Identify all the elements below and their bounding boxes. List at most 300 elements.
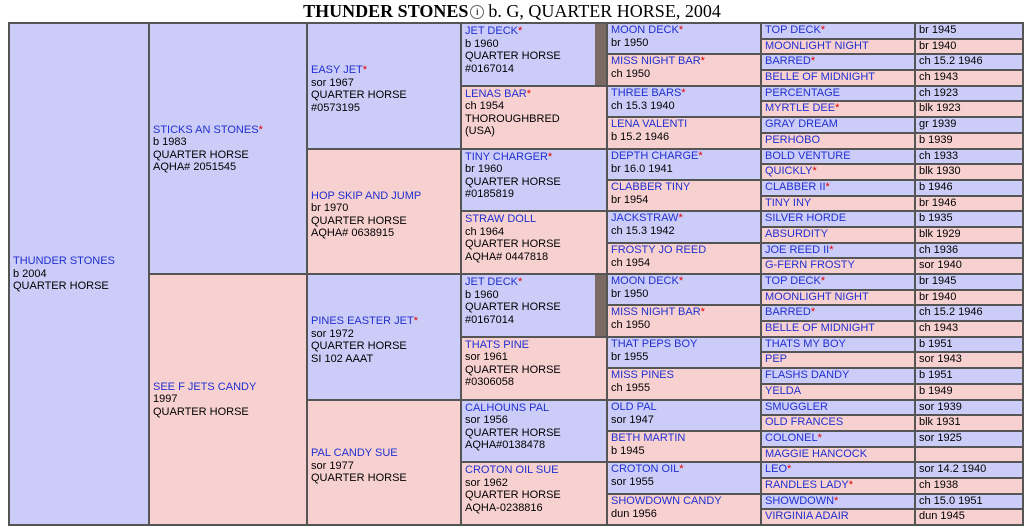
gen6-name-cell [761,23,915,39]
gen6-name-cell [761,384,915,400]
ancestor-detail: sor 1962 [465,476,508,489]
ancestor-detail: QUARTER HORSE [465,175,561,188]
ancestor-detail: ch 1933 [919,149,959,162]
ancestor-detail: b 1939 [919,133,953,146]
ancestor-detail: blk 1930 [919,165,961,178]
ancestor-name[interactable]: PERCENTAGE [765,86,840,99]
ancestor-detail: ch 1923 [919,86,959,99]
ancestor-text [611,212,757,238]
ancestor-name-line [465,213,603,226]
reference-star: * [835,102,840,115]
ancestor-name-line [611,432,757,445]
ancestor-cell [607,180,761,211]
ancestor-name[interactable]: MOON DECK [611,24,679,36]
ancestor-name-line [611,212,757,225]
ancestor-text [611,275,757,301]
ancestor-text [465,151,603,201]
ancestor-name[interactable]: GRAY DREAM [765,118,838,131]
ancestor-detail: br 1945 [919,24,957,36]
reference-star: * [413,315,418,328]
ancestor-name[interactable]: COLONEL [765,431,818,444]
ancestor-cell [461,337,607,400]
ancestor-text [611,306,757,332]
ancestor-name[interactable]: FLASHS DANDY [765,369,850,382]
ancestor-text [611,369,757,395]
ancestor-name[interactable]: SMUGGLER [765,400,828,413]
gen6-info-cell [915,196,1023,212]
ancestor-cell [149,23,307,274]
ancestor-cell [461,23,607,86]
ancestor-text [465,402,603,452]
ancestor-name[interactable]: BELLE OF MIDNIGHT [765,322,876,335]
ancestor-name[interactable]: MYRTLE DEE [765,102,836,115]
gen6-info-cell [915,243,1023,259]
gen6-info-cell [915,337,1023,353]
ancestor-detail: sor 1956 [465,414,508,426]
ancestor-detail: b 1946 [919,180,953,193]
reference-star: * [698,149,703,162]
reference-star: * [829,243,834,256]
ancestor-detail: #0185819 [465,188,514,200]
ancestor-cell [607,54,761,85]
ancestor-name[interactable]: LENAS BAR [465,87,527,100]
ancestor-detail: br 1940 [919,39,957,52]
gen6-name-cell [761,70,915,86]
gen6-info-cell [915,447,1023,463]
ancestor-name[interactable]: SHOWDOWN CANDY [611,494,722,507]
ancestor-name-line [153,381,303,394]
ancestor-name[interactable]: BELLE OF MIDNIGHT [765,71,876,84]
reference-star: * [812,165,817,178]
ancestor-detail: gr 1939 [919,118,957,131]
ancestor-name[interactable]: OLD PAL [611,400,657,413]
ancestor-detail: br 1945 [919,275,957,287]
ancestor-detail: QUARTER HORSE [153,405,249,418]
ancestor-name[interactable]: JOE REED II [765,243,830,256]
ancestor-detail: sor 1961 [465,351,508,364]
gen6-name-cell [761,305,915,321]
ancestor-name[interactable]: MISS NIGHT BAR [611,55,701,68]
ancestor-detail: ch 15.0 1951 [919,494,983,507]
reference-star: * [700,55,705,68]
ancestor-name[interactable]: MISS NIGHT BAR [611,306,701,319]
ancestor-cell [461,211,607,274]
ancestor-name-line [311,447,457,460]
ancestor-name-line [153,124,303,137]
subject-horse-detail: b 2004 [13,267,47,280]
gen6-name-cell [761,415,915,431]
ancestor-name[interactable]: SHOWDOWN [765,494,835,507]
ancestor-detail: sor 1977 [311,459,354,472]
ancestor-name-line [611,24,757,37]
ancestor-name[interactable]: STRAW DOLL [465,213,537,226]
ancestor-name-line [465,402,603,415]
ancestor-cell [461,462,607,525]
ancestor-cell [149,274,307,525]
gen6-info-cell [915,352,1023,368]
ancestor-name[interactable]: THAT PEPS BOY [611,337,698,350]
ancestor-cell [307,149,461,275]
ancestor-name[interactable]: BARRED [765,55,811,68]
reference-star: * [834,494,839,507]
gen6-name-cell [761,462,915,478]
gen6-name-cell [761,290,915,306]
ancestor-detail: sor 1967 [311,76,354,89]
ancestor-detail: b 1949 [919,384,953,397]
ancestor-detail: (USA) [465,125,495,138]
reference-star: * [679,463,684,476]
gen6-name-cell [761,101,915,117]
ancestor-name[interactable]: BARRED [765,306,811,319]
ancestor-name[interactable]: QUICKLY [765,165,813,178]
gen6-name-cell [761,337,915,353]
gen6-name-cell [761,180,915,196]
ancestor-name-line [311,315,457,328]
inbreeding-marker [595,275,606,336]
ancestor-name-line [465,339,603,352]
ancestor-name[interactable]: EASY JET [311,64,363,77]
ancestor-detail: sor 1955 [611,476,654,489]
ancestor-name[interactable]: MOON DECK [611,275,679,287]
pedigree-chart [8,22,1024,526]
ancestor-detail: ch 15.3 1942 [611,225,675,238]
ancestor-name[interactable]: MISS PINES [611,369,674,382]
ancestor-detail: #0167014 [465,313,514,326]
ancestor-cell [607,149,761,180]
ancestor-detail: AQHA# 2051545 [153,161,237,173]
ancestor-name[interactable]: SEE F JETS CANDY [153,380,257,393]
ancestor-name[interactable]: JACKSTRAW [611,212,679,225]
ancestor-cell [607,368,761,399]
reference-star: * [517,25,523,37]
ancestor-name-line [611,306,757,319]
ancestor-cell [607,117,761,148]
page-title [0,0,1024,22]
ancestor-detail: ch 1964 [465,225,505,238]
ancestor-detail: sor 1940 [919,259,962,272]
ancestor-text [153,381,303,419]
ancestor-cell [607,23,761,54]
ancestor-detail: ch 1950 [611,319,651,332]
ancestor-text [611,55,757,81]
ancestor-text [311,64,457,114]
ancestor-name[interactable]: RANDLES LADY [765,478,849,491]
ancestor-name[interactable]: FROSTY JO REED [611,243,707,256]
ancestor-detail: br 1950 [611,37,649,49]
ancestor-name-line [465,25,603,38]
gen6-name-cell [761,478,915,494]
ancestor-name[interactable]: ABSURDITY [765,227,828,240]
reference-star: * [787,463,792,476]
ancestor-name-line [465,151,603,164]
ancestor-detail: 1997 [153,393,178,406]
ancestor-detail: ch 1954 [611,256,651,269]
ancestor-detail: QUARTER HORSE [311,89,407,102]
gen6-info-cell [915,23,1023,39]
ancestor-name[interactable]: BOLD VENTURE [765,149,851,162]
gen6-info-cell [915,415,1023,431]
ancestor-detail: b 15.2 1946 [611,131,670,144]
ancestor-name[interactable]: PINES EASTER JET [311,315,414,328]
gen6-name-cell [761,368,915,384]
gen6-info-cell [915,494,1023,510]
gen6-info-cell [915,258,1023,274]
gen6-name-cell [761,149,915,165]
gen6-info-cell [915,321,1023,337]
subject-horse-name-line [13,255,145,268]
ancestor-detail: b 1951 [919,337,953,350]
ancestor-detail: sor 14.2 1940 [919,463,987,476]
ancestor-name[interactable]: OLD FRANCES [765,416,844,429]
ancestor-name-line [611,181,757,194]
ancestor-text [13,255,145,293]
gen6-info-cell [915,133,1023,149]
ancestor-name-line [611,401,757,414]
ancestor-cell [307,23,461,149]
ancestor-name[interactable]: CLABBER TINY [611,180,691,193]
reference-star: * [810,55,816,68]
ancestor-text [153,124,303,174]
gen6-info-cell [915,478,1023,494]
ancestor-cell [461,400,607,463]
ancestor-detail: QUARTER HORSE [465,50,561,62]
gen6-name-cell [761,243,915,259]
ancestor-name[interactable]: DEPTH CHARGE [611,149,699,162]
ancestor-name[interactable]: BETH MARTIN [611,431,686,444]
gen6-info-cell [915,368,1023,384]
ancestor-detail: blk 1923 [919,102,961,115]
ancestor-text [311,315,457,365]
gen6-name-cell [761,211,915,227]
gen6-name-cell [761,352,915,368]
ancestor-name-line [465,464,603,477]
reference-star: * [517,276,523,288]
ancestor-text [465,276,603,326]
reference-star: * [700,306,705,319]
ancestor-cell [307,274,461,400]
ancestor-detail: b 1983 [153,136,187,148]
ancestor-name[interactable]: YELDA [765,384,802,397]
reference-star: * [526,87,532,100]
gen6-info-cell [915,274,1023,290]
gen6-name-cell [761,509,915,525]
ancestor-cell [461,149,607,212]
ancestor-detail: QUARTER HORSE [465,489,561,502]
ancestor-cell [607,211,761,242]
ancestor-name[interactable]: LEO [765,463,788,476]
gen6-info-cell [915,54,1023,70]
reference-star: * [848,478,854,491]
gen6-info-cell [915,431,1023,447]
ancestor-name[interactable]: VIRGINIA ADAIR [765,510,849,523]
ancestor-text [465,213,603,263]
ancestor-name[interactable]: CROTON OIL [611,463,680,476]
ancestor-detail: b 1960 [465,288,499,301]
ancestor-cell [607,86,761,117]
ancestor-name[interactable]: HOP SKIP AND JUMP [311,189,422,202]
gen6-info-cell [915,86,1023,102]
ancestor-cell [607,243,761,274]
reference-star: * [678,24,684,36]
gen6-info-cell [915,180,1023,196]
ancestor-detail: QUARTER HORSE [465,363,561,376]
reference-star: * [547,150,553,163]
inbreeding-marker [595,24,606,85]
ancestor-text [611,24,757,50]
reference-star: * [362,64,368,77]
gen6-info-cell [915,211,1023,227]
reference-star: * [820,24,826,36]
ancestor-name[interactable]: SILVER HORDE [765,212,847,225]
ancestor-name[interactable]: TINY CHARGER [465,150,548,163]
ancestor-name[interactable]: JET DECK [465,25,518,37]
ancestor-detail: br 1970 [311,202,349,215]
ancestor-name[interactable]: MOONLIGHT NIGHT [765,290,869,303]
gen6-name-cell [761,117,915,133]
ancestor-detail: AQHA#0138478 [465,439,546,451]
ancestor-detail: #0167014 [465,62,514,75]
ancestor-name-line [611,118,757,131]
gen6-name-cell [761,54,915,70]
ancestor-name[interactable]: LENA VALENTI [611,118,688,131]
ancestor-name-line [311,190,457,203]
ancestor-detail: #0306058 [465,376,514,389]
ancestor-detail: THOROUGHBRED [465,112,560,125]
ancestor-detail: b 1960 [465,37,499,50]
ancestor-name-line [611,275,757,288]
ancestor-text [611,244,757,270]
gen6-info-cell [915,509,1023,525]
ancestor-name[interactable]: JET DECK [465,276,518,288]
ancestor-cell [607,337,761,368]
gen6-name-cell [761,258,915,274]
ancestor-text [611,181,757,207]
ancestor-name[interactable]: CALHOUNS PAL [465,401,550,414]
ancestor-name-line [611,338,757,351]
ancestor-detail: QUARTER HORSE [465,426,561,439]
ancestor-detail: ch 1943 [919,71,959,84]
gen6-info-cell [915,384,1023,400]
ancestor-detail: ch 1950 [611,68,651,81]
ancestor-cell [461,274,607,337]
ancestor-detail: ch 1954 [465,100,505,113]
gen6-name-cell [761,39,915,55]
ancestor-name[interactable]: TOP DECK [765,24,821,36]
ancestor-name-line [611,87,757,100]
ancestor-detail: AQHA# 0447818 [465,250,549,263]
ancestor-detail: QUARTER HORSE [311,472,407,484]
ancestor-detail: QUARTER HORSE [465,238,561,251]
gen6-name-cell [761,400,915,416]
ancestor-name[interactable]: MOONLIGHT NIGHT [765,39,869,52]
reference-star: * [825,180,830,193]
ancestor-text [465,88,603,138]
gen6-name-cell [761,321,915,337]
ancestor-name[interactable]: THREE BARS [611,86,682,99]
ancestor-detail: ch 15.2 1946 [919,306,983,319]
ancestor-name-line [611,150,757,163]
horse-title-name: THUNDER STONES [303,1,469,21]
ancestor-name[interactable]: CROTON OIL SUE [465,464,559,477]
gen6-info-cell [915,117,1023,133]
gen6-info-cell [915,305,1023,321]
ancestor-name[interactable]: TINY INY [765,196,812,209]
gen6-name-cell [761,447,915,463]
ancestor-detail: dun 1945 [919,510,965,523]
gen6-name-cell [761,196,915,212]
ancestor-name-line [611,55,757,68]
ancestor-text [465,339,603,389]
gen6-info-cell [915,39,1023,55]
ancestor-name[interactable]: STICKS AN STONES [153,123,259,136]
ancestor-detail: QUARTER HORSE [153,148,249,161]
ancestor-detail: b 1951 [919,369,953,382]
ancestor-detail: dun 1956 [611,507,657,520]
ancestor-cell [607,274,761,305]
ancestor-name[interactable]: PERHOBO [765,133,821,146]
gen6-info-cell [915,290,1023,306]
ancestor-detail: QUARTER HORSE [465,301,561,313]
ancestor-name[interactable]: CLABBER II [765,180,826,193]
ancestor-name[interactable]: PAL CANDY SUE [311,447,398,459]
gen6-info-cell [915,101,1023,117]
ancestor-name[interactable]: THATS PINE [465,338,529,351]
info-icon[interactable]: i [470,5,484,19]
reference-star: * [678,275,684,287]
ancestor-detail: br 1955 [611,350,649,363]
ancestor-text [465,464,603,514]
ancestor-detail: br 1940 [919,290,957,303]
ancestor-name-line [611,244,757,257]
gen6-name-cell [761,431,915,447]
ancestor-detail: QUARTER HORSE [311,340,407,353]
ancestor-detail: sor 1947 [611,413,654,426]
ancestor-cell [461,86,607,149]
ancestor-name[interactable]: G-FERN FROSTY [765,259,855,272]
horse-title-info: b. G, QUARTER HORSE, 2004 [488,1,721,21]
ancestor-name[interactable]: PEP [765,353,788,366]
gen6-info-cell [915,227,1023,243]
ancestor-detail: sor 1972 [311,327,354,340]
ancestor-detail: SI 102 AAAT [311,352,374,365]
ancestor-detail: ch 1938 [919,478,959,491]
ancestor-name[interactable]: MAGGIE HANCOCK [765,447,868,460]
gen6-name-cell [761,164,915,180]
ancestor-name-line [611,369,757,382]
reference-star: * [678,212,683,225]
ancestor-detail: AQHA-0238816 [465,501,543,514]
reference-star: * [810,306,816,319]
ancestor-name-line [611,463,757,476]
gen6-name-cell [761,274,915,290]
reference-star: * [258,123,263,136]
ancestor-detail: blk 1929 [919,227,961,240]
ancestor-detail: b 1945 [611,444,645,457]
ancestor-detail: br 1954 [611,193,649,206]
ancestor-detail: ch 1943 [919,322,959,335]
ancestor-text [611,432,757,458]
subject-horse-name[interactable]: THUNDER STONES [13,255,115,268]
ancestor-detail: br 1950 [611,288,649,300]
ancestor-name-line [611,495,757,508]
ancestor-detail: sor 1925 [919,431,962,444]
gen6-info-cell [915,70,1023,86]
ancestor-name[interactable]: TOP DECK [765,275,821,287]
ancestor-cell [607,431,761,462]
subject-horse-cell [9,23,149,525]
ancestor-detail: ch 15.3 1940 [611,99,675,112]
ancestor-name[interactable]: THATS MY BOY [765,337,846,350]
